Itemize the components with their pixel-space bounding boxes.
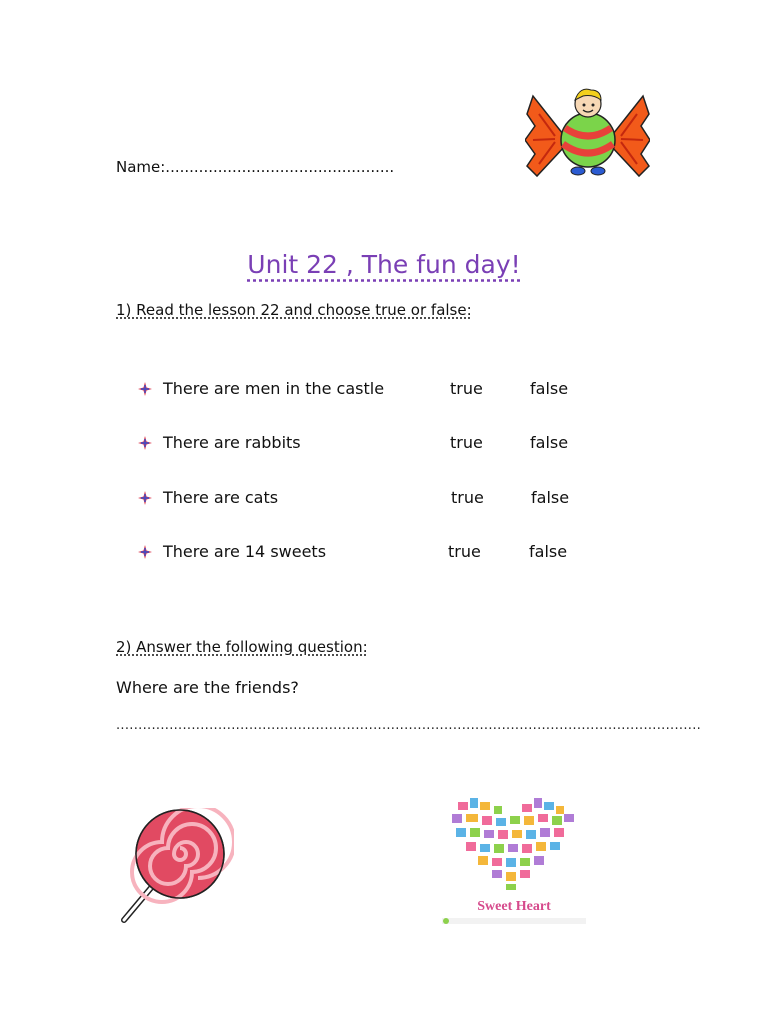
statement-text: There are 14 sweets	[163, 542, 327, 561]
false-option[interactable]: false	[530, 379, 569, 398]
false-option[interactable]: false	[530, 433, 569, 452]
statement-text: There are rabbits	[163, 433, 301, 452]
false-option[interactable]: false	[531, 488, 570, 507]
statement-row	[138, 542, 598, 564]
worksheet-title: Unit 22 , The fun day!	[247, 250, 521, 279]
section1-instruction: 1) Read the lesson 22 and choose true or false:	[116, 301, 472, 319]
false-option[interactable]: false	[529, 542, 568, 561]
section2-instruction: 2) Answer the following question:	[116, 638, 368, 656]
lollipop-image	[114, 808, 234, 928]
true-option[interactable]: true	[450, 433, 483, 452]
candy-boy-image	[525, 84, 650, 182]
bullet-star-icon	[138, 491, 152, 505]
true-option[interactable]: true	[450, 379, 483, 398]
name-field[interactable]: Name:................................................	[116, 158, 395, 176]
sweet-heart-caption: Sweet Heart	[477, 899, 551, 914]
bullet-star-icon	[138, 545, 152, 559]
bullet-star-icon	[138, 436, 152, 450]
true-option[interactable]: true	[448, 542, 481, 561]
statement-row	[138, 433, 598, 455]
true-option[interactable]: true	[451, 488, 484, 507]
answer-line[interactable]: ....................................................................................................................................	[116, 718, 702, 733]
statement-text: There are men in the castle	[163, 379, 385, 398]
statement-row	[138, 379, 598, 401]
statement-row	[138, 488, 598, 510]
bullet-star-icon	[138, 382, 152, 396]
question-text: Where are the friends?	[116, 678, 299, 697]
statement-text: There are cats	[163, 488, 279, 507]
sweet-heart-image	[438, 790, 590, 930]
